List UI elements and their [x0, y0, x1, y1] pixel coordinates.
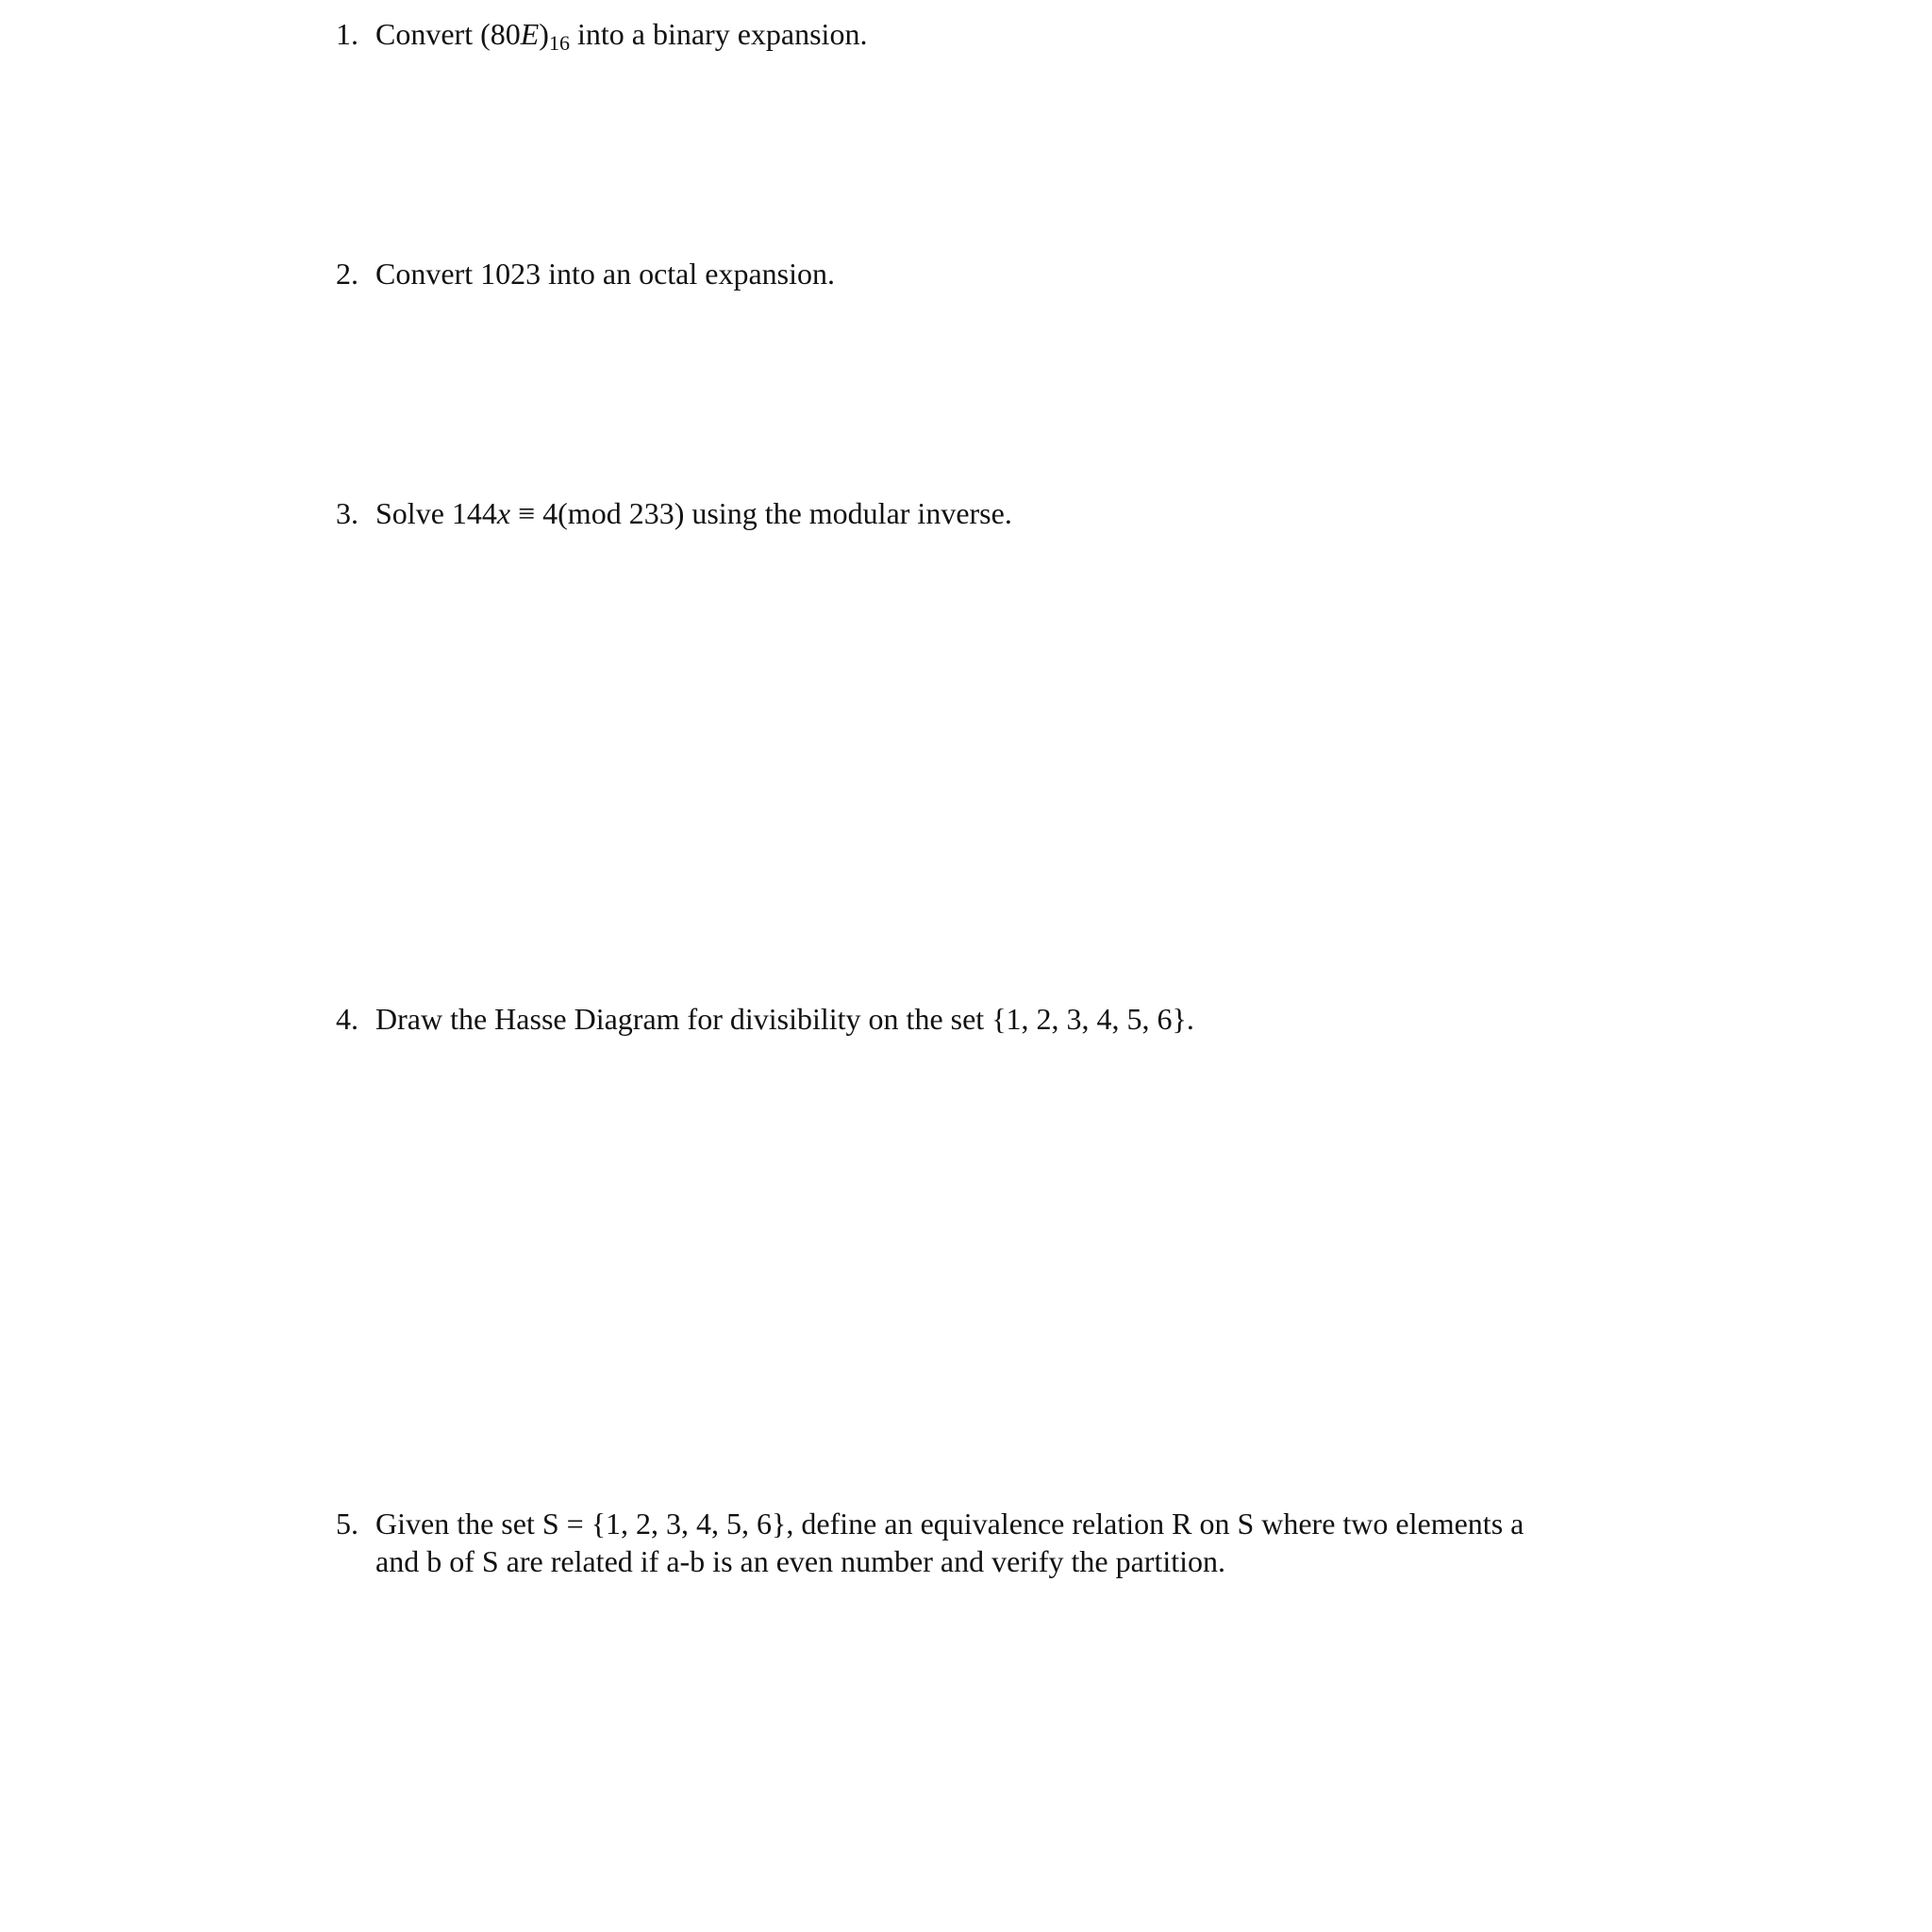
- question-text-part: into a binary expansion.: [569, 17, 868, 51]
- math-variable: E: [520, 17, 540, 51]
- question-text: [375, 15, 1638, 53]
- question-text: [375, 494, 1638, 532]
- question-text-part: Convert (80: [375, 17, 521, 51]
- question-number: 5.: [336, 1507, 358, 1541]
- question-text-line-2: and b of S are related if a-b is an even number and verify the partition.: [375, 1544, 1225, 1578]
- question-3: [336, 494, 1638, 532]
- question-5: [336, 1505, 1638, 1580]
- question-text: Convert 1023 into an octal expansion.: [375, 257, 836, 291]
- question-text: Draw the Hasse Diagram for divisibility on the set {1, 2, 3, 4, 5, 6}.: [375, 1002, 1194, 1036]
- math-variable: x: [496, 496, 511, 530]
- question-number: 2.: [336, 257, 358, 291]
- subscript: 16: [548, 31, 570, 55]
- question-2: [336, 255, 1638, 292]
- question-text-part: ≡ 4(mod 233) using the modular inverse.: [510, 496, 1012, 530]
- question-1: [336, 15, 1638, 53]
- question-number: 1.: [336, 17, 358, 51]
- question-number: 3.: [336, 496, 358, 530]
- question-text-line-1: Given the set S = {1, 2, 3, 4, 5, 6}, define an equivalence relation R on S where two elements a: [375, 1507, 1524, 1541]
- question-text-part: Solve 144: [375, 496, 497, 530]
- question-number: 4.: [336, 1002, 358, 1036]
- question-text-part: ): [539, 17, 549, 51]
- question-4: [336, 1000, 1638, 1038]
